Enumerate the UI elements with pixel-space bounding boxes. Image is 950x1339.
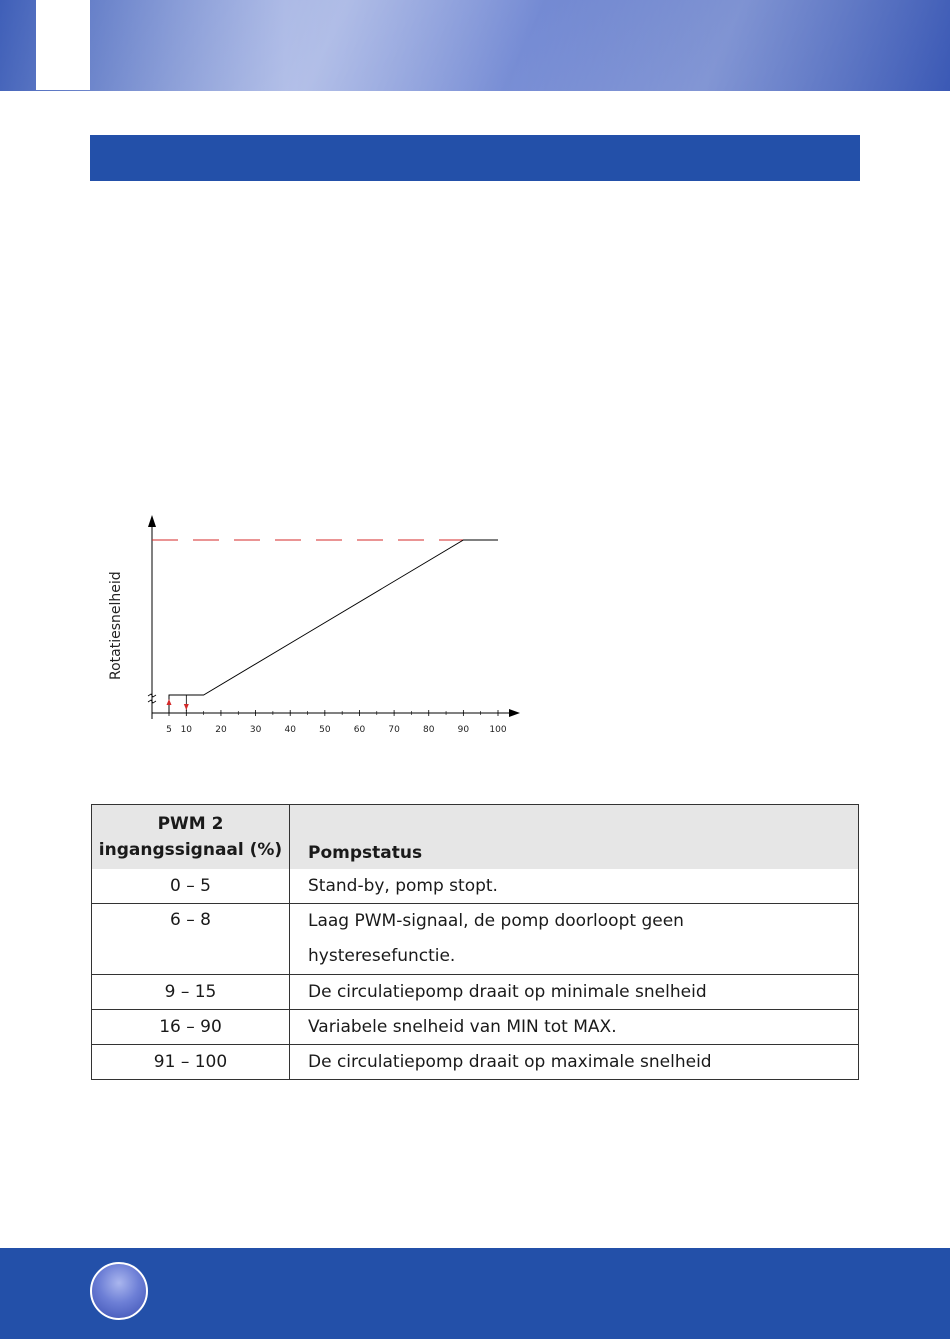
x-tick-label: 40 — [284, 725, 296, 735]
table-row — [92, 975, 859, 1010]
y-axis-arrow — [148, 515, 156, 527]
table-row — [92, 869, 859, 904]
page-number-badge — [90, 1262, 148, 1320]
table-row — [92, 1010, 859, 1045]
page-tab — [36, 0, 90, 90]
x-tick-label: 90 — [457, 725, 470, 735]
section-heading-bar — [90, 135, 860, 181]
x-tick-label: 10 — [180, 725, 193, 735]
table-row — [92, 904, 859, 975]
x-tick-label: 60 — [353, 725, 366, 735]
row-status: De circulatiepomp draait op minimale snelheid — [290, 975, 859, 1010]
row-range: 9 – 15 — [92, 975, 290, 1010]
pwm-speed-chart — [100, 505, 540, 745]
row-status: Stand-by, pomp stopt. — [290, 869, 859, 904]
row-range: 16 – 90 — [92, 1010, 290, 1045]
x-tick-label: 70 — [388, 725, 400, 735]
table-header-row — [92, 805, 859, 870]
table-row — [92, 1045, 859, 1080]
hysteresis-arrow-down — [184, 704, 189, 710]
x-tick-label: 5 — [166, 725, 172, 735]
chart-y-axis-label: Rotatiesnelheid — [108, 571, 124, 680]
x-tick-label: 80 — [423, 725, 435, 735]
top-banner — [0, 0, 950, 91]
x-tick-label: 30 — [249, 725, 262, 735]
row-range: 91 – 100 — [92, 1045, 290, 1080]
pwm-status-table — [91, 804, 859, 1080]
row-status: Laag PWM-signaal, de pomp doorloopt geen hysteresefunctie. — [290, 904, 859, 975]
row-status: De circulatiepomp draait op maximale snelheid — [290, 1045, 859, 1080]
header-pwm-input — [92, 805, 290, 870]
x-tick-label: 50 — [319, 725, 331, 735]
row-range: 6 – 8 — [92, 904, 290, 975]
header-pump-status: Pompstatus — [290, 805, 859, 870]
x-axis-arrow — [509, 709, 520, 717]
header-pwm-line2: ingangssignaal (%) — [98, 840, 283, 860]
row-status: Variabele snelheid van MIN tot MAX. — [290, 1010, 859, 1045]
header-pwm-line1: PWM 2 — [157, 814, 224, 834]
row-range: 0 – 5 — [92, 869, 290, 904]
x-tick-label: 20 — [215, 725, 227, 735]
hysteresis-arrow-up — [167, 699, 172, 705]
x-tick-label: 100 — [489, 725, 507, 735]
speed-curve — [169, 540, 498, 713]
